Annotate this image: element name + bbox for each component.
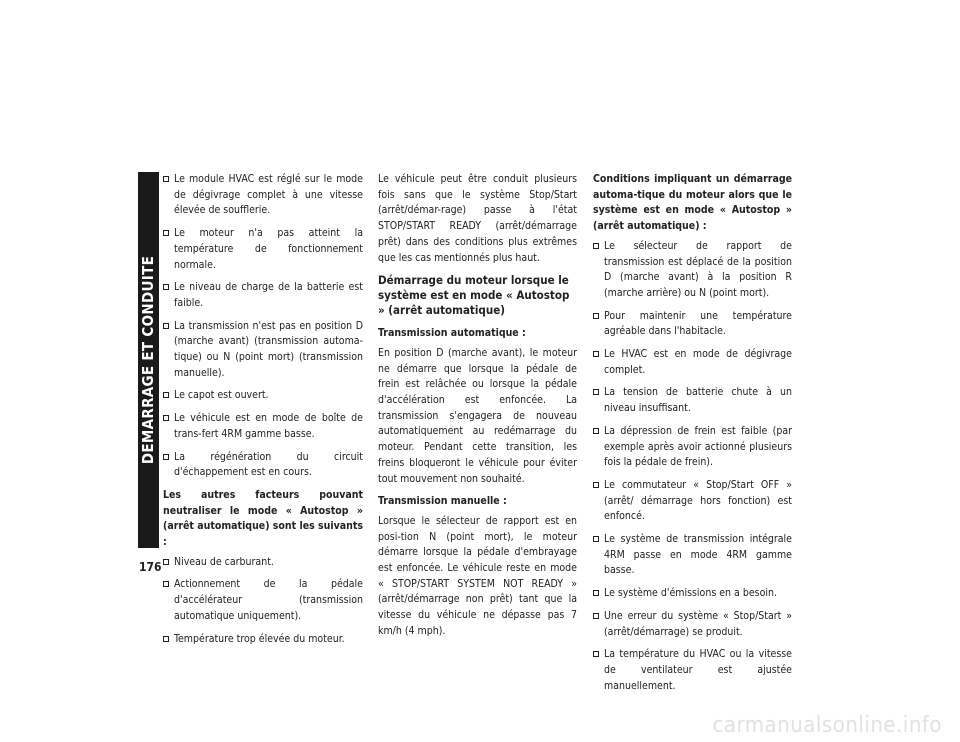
checkbox-bullet-icon <box>593 613 599 619</box>
other-factors-list <box>163 555 363 648</box>
checkbox-bullet-icon <box>593 428 599 434</box>
page-number: 176 <box>139 560 162 574</box>
list-item: Le système d'émissions en a besoin. <box>593 586 792 602</box>
checkbox-bullet-icon <box>163 581 169 587</box>
checkbox-bullet-icon <box>163 176 169 182</box>
checkbox-bullet-icon <box>593 536 599 542</box>
checkbox-bullet-icon <box>593 651 599 657</box>
checkbox-bullet-icon <box>163 392 169 398</box>
list-item: Actionnement de la pédale d'accélérateur (transmission automatique uniquement). <box>163 577 363 624</box>
list-item: Le capot est ouvert. <box>163 388 363 404</box>
list-item: Le commutateur « Stop/Start OFF » (arrêt/ démarrage hors fonction) est enfoncé. <box>593 478 792 525</box>
auto-restart-conditions-heading: Conditions impliquant un démarrage automa-tique du moteur alors que le système est en mode « Autostop » (arrêt automatique) : <box>593 173 792 233</box>
section-title: DEMARRAGE ET CONDUITE <box>139 255 158 465</box>
checkbox-bullet-icon <box>593 351 599 357</box>
list-item: Le HVAC est en mode de dégivrage complet. <box>593 347 792 378</box>
section-side-tab <box>138 172 159 548</box>
checkbox-bullet-icon <box>163 230 169 236</box>
list-item: Température trop élevée du moteur. <box>163 632 363 648</box>
list-item: La tension de batterie chute à un niveau insuffisant. <box>593 385 792 416</box>
intro-paragraph: Le véhicule peut être conduit plusieurs fois sans que le système Stop/Start (arrêt/démar-rage) passe à l'état STOP/START READY (arrêt/démarrage prêt) dans des conditions plus extrêmes que les cas mentionnés plus haut. <box>378 173 577 264</box>
conditions-list <box>163 172 363 481</box>
checkbox-bullet-icon <box>163 454 169 460</box>
checkbox-bullet-icon <box>163 284 169 290</box>
column-1 <box>163 172 363 654</box>
list-item: Le véhicule est en mode de boîte de trans-fert 4RM gamme basse. <box>163 411 363 442</box>
list-item: Le module HVAC est réglé sur le mode de dégivrage complet à une vitesse élevée de soufflerie. <box>163 172 363 219</box>
checkbox-bullet-icon <box>163 559 169 565</box>
list-item: La régénération du circuit d'échappement est en cours. <box>163 450 363 481</box>
watermark: carmanualsonline.info <box>712 713 942 738</box>
automatic-transmission-text: En position D (marche avant), le moteur ne démarre que lorsque la pédale de frein est relâchée ou lorsque la pédale d'accélération est enfoncée. La transmission s'engagera de nouveau automatiquement au redémarrage du moteur. Pendant cette transition, les freins bloqueront le véhicule pour éviter tout mouvement non souhaité. <box>378 346 577 485</box>
list-item: Le niveau de charge de la batterie est faible. <box>163 280 363 311</box>
checkbox-bullet-icon <box>593 313 599 319</box>
checkbox-bullet-icon <box>593 243 599 249</box>
automatic-transmission-label: Transmission automatique : <box>378 327 526 340</box>
checkbox-bullet-icon <box>593 482 599 488</box>
list-item: Le moteur n'a pas atteint la température de fonctionnement normale. <box>163 226 363 273</box>
list-item: La transmission n'est pas en position D (marche avant) (transmission automa-tique) ou N (point mort) (transmission manuelle). <box>163 319 363 382</box>
manual-transmission-text: Lorsque le sélecteur de rapport est en posi-tion N (point mort), le moteur démarre lorsque la pédale d'embrayage est enfoncée. Le véhicule reste en mode « STOP/START SYSTEM NOT READY » (arrêt/démarrage non prêt) tant que la vitesse du véhicule ne dépasse pas 7 km/h (4 mph). <box>378 514 577 637</box>
other-factors-heading: Les autres facteurs pouvant neutraliser le mode « Autostop » (arrêt automatique) sont les suivants : <box>163 488 363 549</box>
list-item: Une erreur du système « Stop/Start » (arrêt/démarrage) se produit. <box>593 609 792 640</box>
list-item: La dépression de frein est faible (par exemple après avoir actionné plusieurs fois la pédale de frein). <box>593 424 792 471</box>
list-item: Le système de transmission intégrale 4RM passe en mode 4RM gamme basse. <box>593 532 792 579</box>
auto-restart-conditions-list <box>593 239 792 695</box>
checkbox-bullet-icon <box>163 323 169 329</box>
manual-transmission-label: Transmission manuelle : <box>378 495 507 508</box>
list-item: Niveau de carburant. <box>163 555 363 571</box>
checkbox-bullet-icon <box>593 389 599 395</box>
checkbox-bullet-icon <box>163 636 169 642</box>
list-item: La température du HVAC ou la vitesse de ventilateur est ajustée manuellement. <box>593 647 792 694</box>
column-3 <box>593 172 792 701</box>
list-item: Pour maintenir une température agréable dans l'habitacle. <box>593 309 792 340</box>
restart-heading: Démarrage du moteur lorsque le système est en mode « Autostop » (arrêt automatique) <box>378 273 570 318</box>
column-2 <box>378 172 577 647</box>
checkbox-bullet-icon <box>163 415 169 421</box>
list-item: Le sélecteur de rapport de transmission est déplacé de la position D (marche avant) à la position R (marche arrière) ou N (point mort). <box>593 239 792 302</box>
checkbox-bullet-icon <box>593 590 599 596</box>
